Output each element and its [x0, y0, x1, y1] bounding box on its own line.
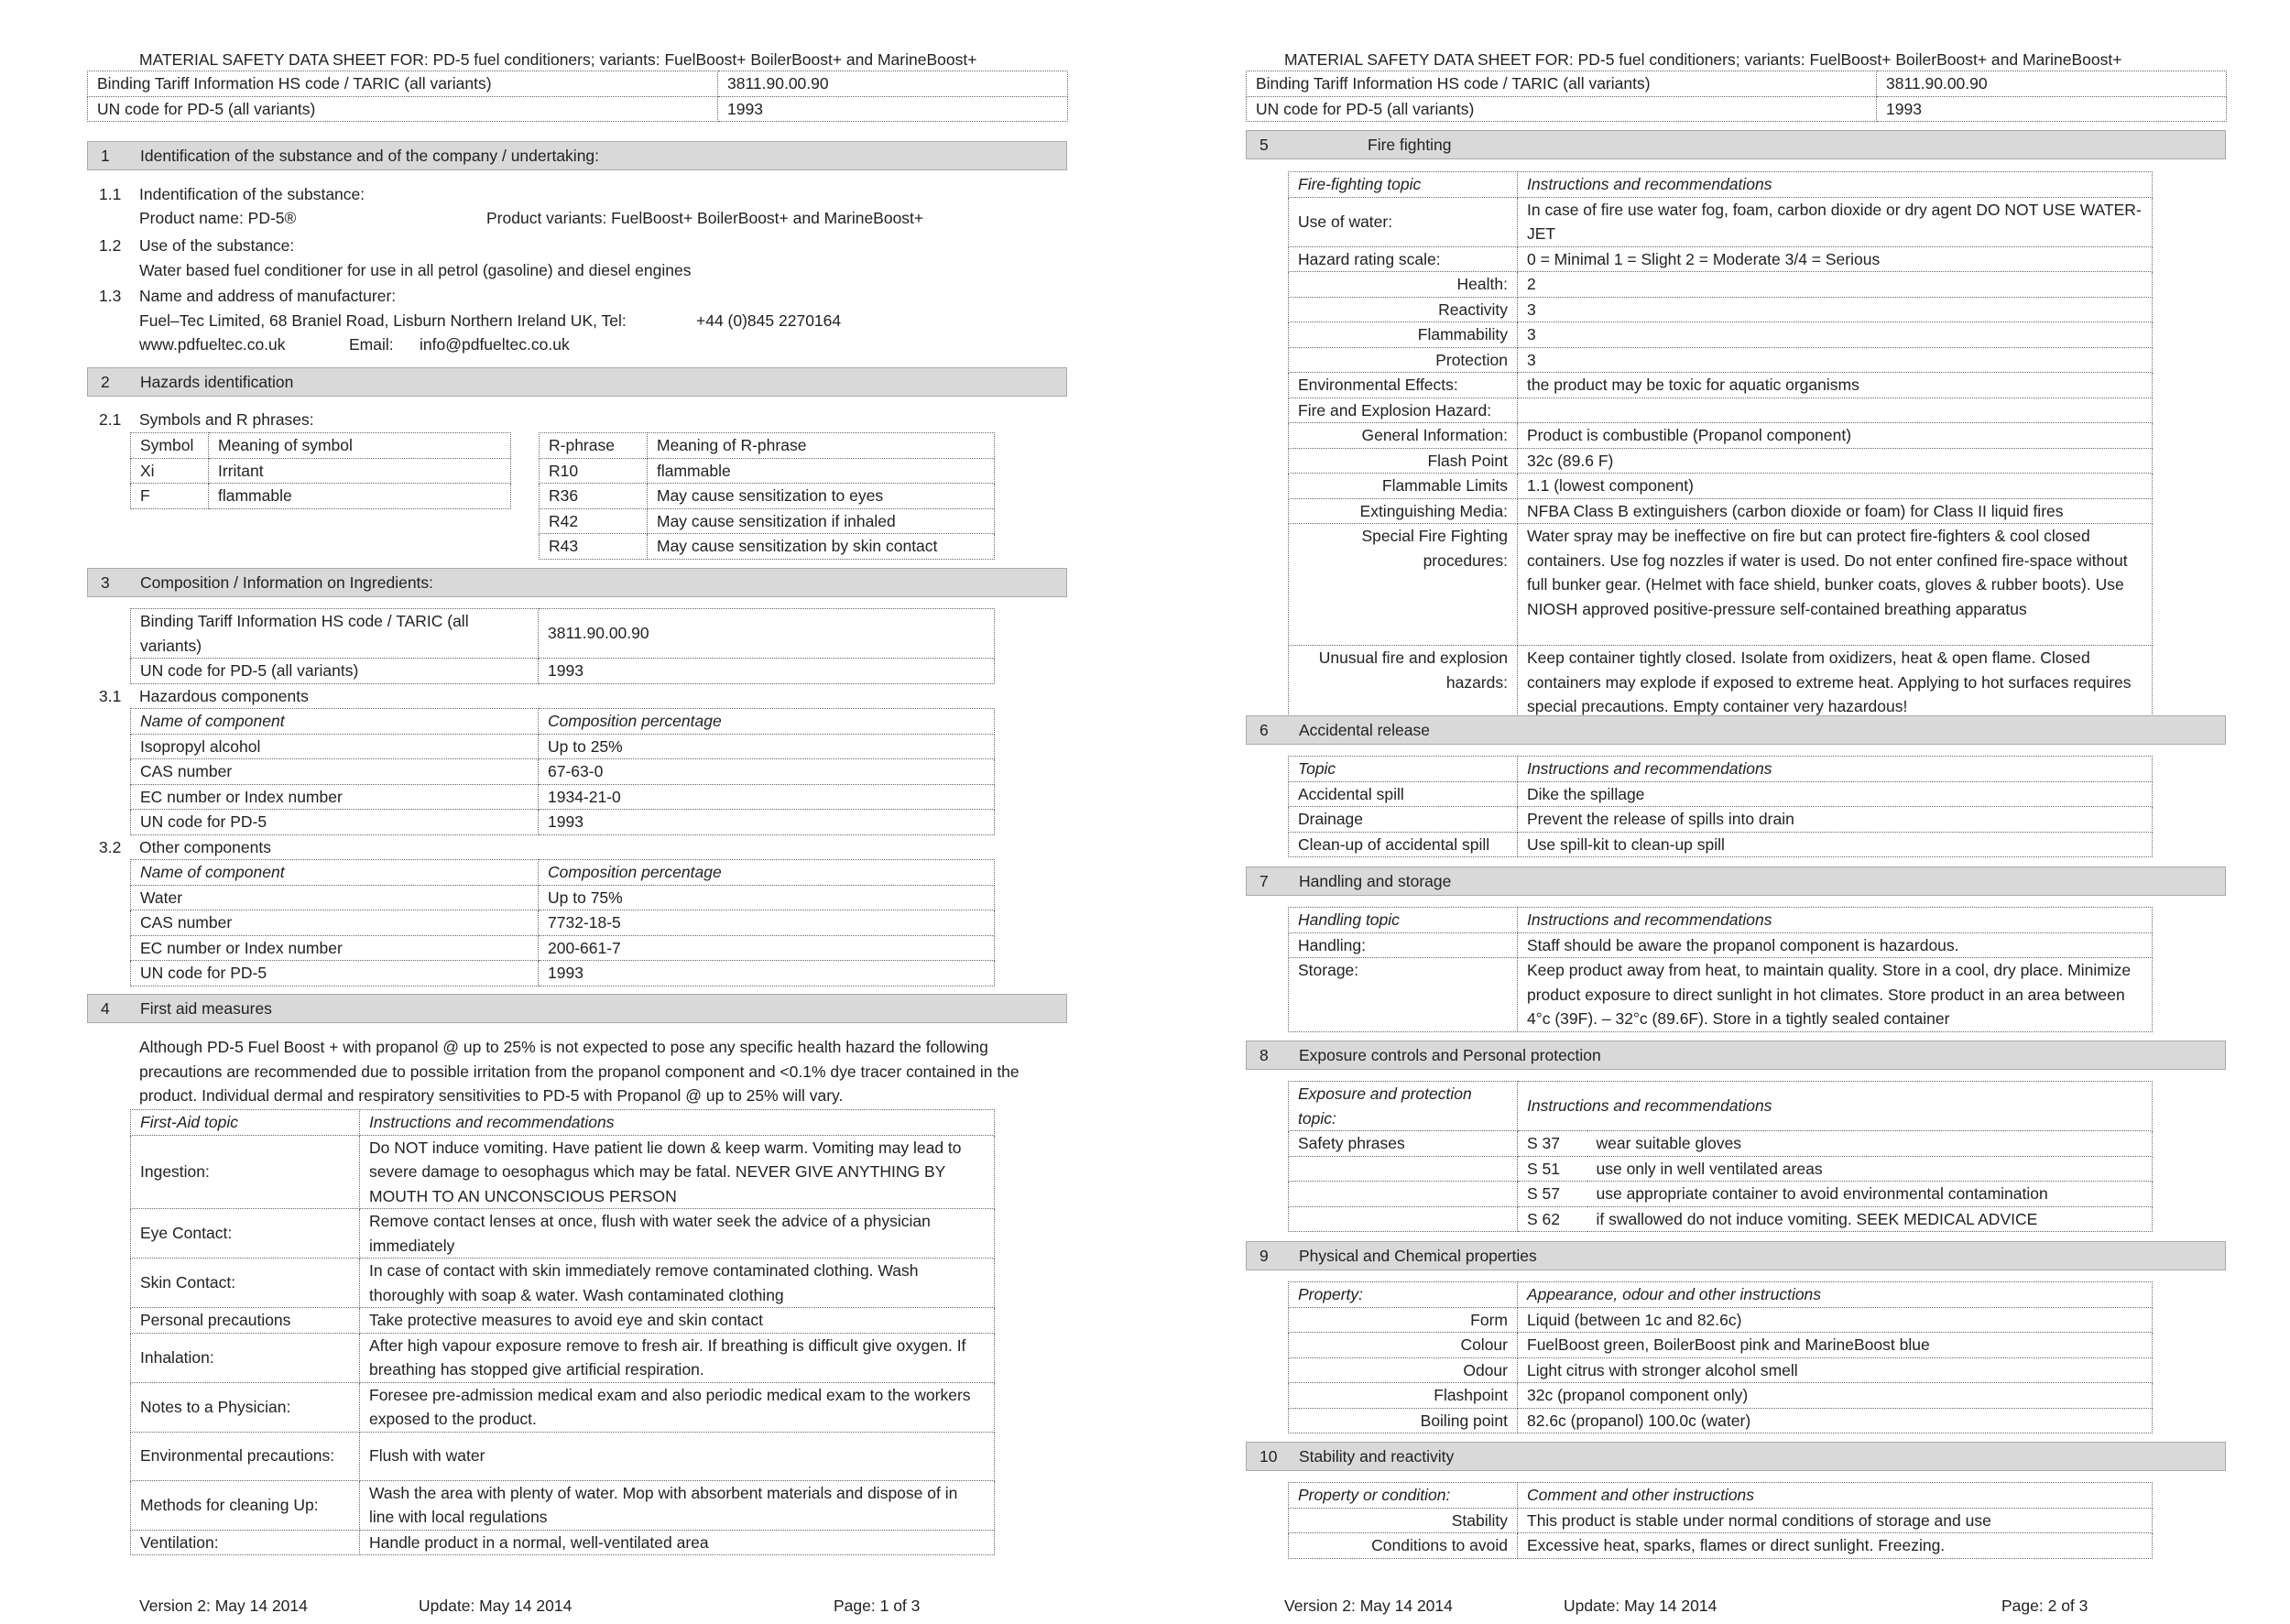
table-row: Handling: Staff should be aware the propanol component is hazardous.	[1289, 932, 2153, 958]
table-row: Flammability 3	[1289, 322, 2153, 348]
table-row: Binding Tariff Information HS code / TARIC (all variants) 3811.90.00.90	[1247, 71, 2227, 97]
manufacturer-phone: +44 (0)845 2270164	[696, 311, 842, 330]
table-row: Drainage Prevent the release of spills into drain	[1289, 807, 2153, 833]
table-row: S 51 use only in well ventilated areas	[1289, 1156, 2153, 1182]
table-row: UN code for PD-5 (all variants) 1993	[1247, 96, 2227, 122]
section-1-header: 1 Identification of the substance and of the company / undertaking:	[87, 141, 1067, 170]
table-row: R43 May cause sensitization by skin contact	[540, 534, 995, 560]
first-aid-intro: Although PD-5 Fuel Boost + with propanol @ up to 25% is not expected to pose any specific health hazard the following precautions are recommended due to possible irritation from the propanol component and <0.1% dye tracer contained in the product. Individual dermal and respiratory sensitivities to PD-5 with Propanol @ up to 25% will vary.	[139, 1038, 1020, 1105]
section-9-header: 9 Physical and Chemical properties	[1246, 1241, 2226, 1270]
table-row: R-phrase Meaning of R-phrase	[540, 433, 995, 459]
manufacturer-website[interactable]: www.pdfueltec.co.uk	[139, 335, 286, 354]
section-2-header: 2 Hazards identification	[87, 367, 1067, 397]
table-row: EC number or Index number 1934-21-0	[131, 784, 995, 810]
table-row: Reactivity 3	[1289, 297, 2153, 322]
table-row: First-Aid topic Instructions and recommendations	[131, 1110, 995, 1136]
table-row: Flash Point 32c (89.6 F)	[1289, 448, 2153, 474]
table-row: S 57 use appropriate container to avoid environmental contamination	[1289, 1182, 2153, 1207]
fire-fighting-table	[1288, 171, 2153, 720]
table-row: Accidental spill Dike the spillage	[1289, 781, 2153, 807]
table-row: Eye Contact: Remove contact lenses at once, flush with water seek the advice of a physician immediately	[131, 1209, 995, 1259]
manufacturer-address: Fuel–Tec Limited, 68 Braniel Road, Lisburn Northern Ireland UK, Tel:	[139, 311, 627, 330]
table-row: Xi Irritant	[131, 458, 511, 484]
document-title: MATERIAL SAFETY DATA SHEET FOR: PD-5 fuel conditioners; variants: FuelBoost+ BoilerBoost+ and MarineBoost+	[139, 50, 977, 69]
table-row: Fire-fighting topic Instructions and recommendations	[1289, 172, 2153, 198]
table-row: Ventilation: Handle product in a normal, well-ventilated area	[131, 1530, 995, 1555]
table-row: Extinguishing Media: NFBA Class B extinguishers (carbon dioxide or foam) for Class II liquid fires	[1289, 498, 2153, 524]
table-row: Methods for cleaning Up: Wash the area with plenty of water. Mop with absorbent materials and dispose of in line with local regulations	[131, 1480, 995, 1530]
table-row: Use of water: In case of fire use water fog, foam, carbon dioxide or dry agent DO NOT USE WATER-JET	[1289, 197, 2153, 246]
table-row: Skin Contact: In case of contact with skin immediately remove contaminated clothing. Wash thoroughly with soap & water. Wash contaminated clothing	[131, 1259, 995, 1308]
manufacturer-email[interactable]: info@pdfueltec.co.uk	[420, 335, 570, 354]
header-info-table	[87, 71, 1068, 122]
section-3-header: 3 Composition / Information on Ingredients:	[87, 568, 1067, 597]
table-row: Boiling point 82.6c (propanol) 100.0c (water)	[1289, 1408, 2153, 1433]
table-row: Notes to a Physician: Foresee pre-admission medical exam and also periodic medical exam to the workers exposed to the product.	[131, 1382, 995, 1432]
table-row: Exposure and protection topic: Instructions and recommendations	[1289, 1082, 2153, 1131]
table-row: R42 May cause sensitization if inhaled	[540, 508, 995, 534]
footer-update: Update: May 14 2014	[1564, 1597, 1718, 1615]
footer-update: Update: May 14 2014	[419, 1597, 572, 1615]
footer-page-number: Page: 2 of 3	[2001, 1597, 2088, 1615]
table-row: UN code for PD-5 1993	[131, 810, 995, 835]
table-row: Storage: Keep product away from heat, to maintain quality. Store in a cool, dry place. Minimize product exposure to direct sunlight in hot climates. Store product in an area between 4°c (39F). – 32°c (89.6F). Store in a tightly sealed container	[1289, 958, 2153, 1032]
table-row: Safety phrases S 37 wear suitable gloves	[1289, 1131, 2153, 1157]
handling-storage-table	[1288, 907, 2153, 1032]
symbols-table	[130, 432, 511, 509]
table-row: Special Fire Fighting procedures: Water spray may be ineffective on fire but can protect fire-fighters & cool closed containers. Use fog nozzles if water is used. Do not enter confined fire-space without full bunker gear. (Helmet with face shield, bunker coats, gloves & rubber boots). Use NIOSH approved positive-pressure self-contained breathing apparatus	[1289, 524, 2153, 646]
footer-version: Version 2: May 14 2014	[139, 1597, 308, 1615]
product-variants: Product variants: FuelBoost+ BoilerBoost+ and MarineBoost+	[486, 209, 924, 227]
hazardous-components-table	[130, 708, 995, 835]
document-title: MATERIAL SAFETY DATA SHEET FOR: PD-5 fuel conditioners; variants: FuelBoost+ BoilerBoost+ and MarineBoost+	[1284, 50, 2122, 69]
table-row: Inhalation: After high vapour exposure remove to fresh air. If breathing is difficult give oxygen. If breathing has stopped give artificial respiration.	[131, 1333, 995, 1382]
table-row: Flashpoint 32c (propanol component only)	[1289, 1383, 2153, 1409]
table-row: S 62 if swallowed do not induce vomiting. SEEK MEDICAL ADVICE	[1289, 1206, 2153, 1232]
header-info-table	[1246, 71, 2227, 122]
table-row: Hazard rating scale: 0 = Minimal 1 = Slight 2 = Moderate 3/4 = Serious	[1289, 246, 2153, 272]
composition-info-table	[130, 608, 995, 684]
page-1: MATERIAL SAFETY DATA SHEET FOR: PD-5 fuel conditioners; variants: FuelBoost+ BoilerBoost+ and MarineBoost+ Binding Tariff Information HS code / TARIC (all variants) 3811.90.00.90 UN code for PD-5 (all variants) 1993 1 Identification of the substance and of the company / undertaking: 1.1 Indentification of the substance: Product name: PD-5® Product variants: FuelBoost+ BoilerBoost+ and MarineBoost+ 1.2 Use of the substance: Water based fuel conditioner for use in all petrol (gasoline) and diesel engines 1.3 Name and address of manufacturer: Fuel–Tec Limited, 68 Braniel Road, Lisburn Northern Ireland UK, Tel: +44 (0)845 2270164 www.pdfueltec.co.uk Email: info@pdfueltec.co.uk 2 Hazards identification 2.1 Symbols and R phrases: Symbol Meaning of symbol Xi Irritant F flammable R-phrase Meaning of R-phrase R10 flammable R36 May cause sensitization to eyes R42 May cause sensitization if inhaled R43 May cause sensitization by skin contact 3 Composition / Information on Ingredients: Binding Tariff Information HS code / TARIC (all variants) 3811.90.00.90 UN code for PD-5 (all variants) 1993 3.1 Hazardous components Name of component Composition percentage Isopropyl alcohol Up to 25% CAS number 67-63-0 EC number or Index number 1934-21-0 UN code for PD-5 1993 3.2 Other components Name of component Composition percentage Water Up to 75% CAS number 7732-18-5 EC number or Index number 200-661-7 UN code for PD-5 1993 4 First aid measures Although PD-5 Fuel Boost + with propanol @ up to 25% is not expected to pose any specific health hazard the following precautions are recommended due to possible irritation from the propanol component and <0.1% dye tracer contained in the product. Individual dermal and respiratory sensitivities to PD-5 with Propanol @ up to 25% will vary. First-Aid topic Instructions and recommendations Ingestion: Do NOT induce vomiting. Have patient lie down & keep warm. Vomiting may lead to severe damage to oesophagus which may be fatal. NEVER GIVE ANYTHING BY MOUTH TO AN UNCONSCIOUS PERSON Eye Contact: Remove contact lenses at once, flush with water seek the advice of a physician immediately Skin Contact: In case of contact with skin immediately remove contaminated clothing. Wash thoroughly with soap & water. Wash contaminated clothing Personal precautions Take protective measures to avoid eye and skin contact Inhalation: After high vapour exposure remove to fresh air. If breathing is difficult give oxygen. If breathing has stopped give artificial respiration. Notes to a Physician: Foresee pre-admission medical exam and also periodic medical exam to the workers exposed to the product. Environmental precautions: Flush with water Methods for cleaning Up: Wash the area with plenty of water. Mop with absorbent materials and dispose of in line with local regulations Ventilation: Handle product in a normal, well-ventilated area Version 2: May 14 2014 Update: May 14 2014 Page: 1 of 3	[0, 0, 1145, 1624]
table-row: Flammable Limits 1.1 (lowest component)	[1289, 474, 2153, 499]
table-row: Unusual fire and explosion hazards: Keep container tightly closed. Isolate from oxidizers, heat & open flame. Closed containers may explode if exposed to extreme heat. Applying to hot surfaces requires special precautions. Empty container very hazardous!	[1289, 646, 2153, 720]
table-row: F flammable	[131, 484, 511, 509]
table-row: Binding Tariff Information HS code / TARIC (all variants) 3811.90.00.90	[131, 609, 995, 659]
table-row: General Information: Product is combustible (Propanol component)	[1289, 423, 2153, 449]
section-8-header: 8 Exposure controls and Personal protection	[1246, 1041, 2226, 1070]
table-row: Symbol Meaning of symbol	[131, 433, 511, 459]
table-row: Isopropyl alcohol Up to 25%	[131, 734, 995, 759]
table-row: R10 flammable	[540, 458, 995, 484]
table-row: Property or condition: Comment and other instructions	[1289, 1483, 2153, 1509]
physical-properties-table	[1288, 1281, 2153, 1433]
footer-version: Version 2: May 14 2014	[1284, 1597, 1453, 1615]
accidental-release-table	[1288, 756, 2153, 857]
table-row: Property: Appearance, odour and other instructions	[1289, 1282, 2153, 1308]
table-row: Protection 3	[1289, 347, 2153, 373]
table-row: Environmental Effects: the product may be toxic for aquatic organisms	[1289, 373, 2153, 398]
table-row: Fire and Explosion Hazard:	[1289, 398, 2153, 423]
table-row: CAS number 67-63-0	[131, 759, 995, 785]
footer-page-number: Page: 1 of 3	[834, 1597, 921, 1615]
table-row: Odour Light citrus with stronger alcohol smell	[1289, 1357, 2153, 1383]
table-row: Health: 2	[1289, 272, 2153, 298]
table-row: Topic Instructions and recommendations	[1289, 757, 2153, 782]
table-row: Form Liquid (between 1c and 82.6c)	[1289, 1307, 2153, 1333]
r-phrases-table	[539, 432, 995, 560]
exposure-controls-table	[1288, 1081, 2153, 1232]
table-row: Colour FuelBoost green, BoilerBoost pink and MarineBoost blue	[1289, 1333, 2153, 1358]
table-row: R36 May cause sensitization to eyes	[540, 484, 995, 509]
section-7-header: 7 Handling and storage	[1246, 866, 2226, 896]
table-row: Binding Tariff Information HS code / TARIC (all variants) 3811.90.00.90	[88, 71, 1068, 97]
product-name: Product name: PD-5®	[139, 209, 297, 227]
table-row: Personal precautions Take protective measures to avoid eye and skin contact	[131, 1308, 995, 1334]
table-row: Clean-up of accidental spill Use spill-kit to clean-up spill	[1289, 832, 2153, 857]
table-row: CAS number 7732-18-5	[131, 910, 995, 936]
table-row: UN code for PD-5 (all variants) 1993	[88, 96, 1068, 122]
table-row: Environmental precautions: Flush with water	[131, 1432, 995, 1480]
stability-reactivity-table	[1288, 1482, 2153, 1559]
first-aid-table	[130, 1109, 995, 1555]
table-row: EC number or Index number 200-661-7	[131, 935, 995, 961]
page-2	[1145, 0, 2290, 1624]
table-row: UN code for PD-5 (all variants) 1993	[131, 659, 995, 684]
table-row: Name of component Composition percentage	[131, 860, 995, 886]
other-components-table	[130, 859, 995, 986]
section-5-header: 5 Fire fighting	[1246, 130, 2226, 159]
table-row: Ingestion: Do NOT induce vomiting. Have patient lie down & keep warm. Vomiting may lead to severe damage to oesophagus which may be fatal. NEVER GIVE ANYTHING BY MOUTH TO AN UNCONSCIOUS PERSON	[131, 1135, 995, 1209]
table-row: Handling topic Instructions and recommendations	[1289, 908, 2153, 933]
table-row: Conditions to avoid Excessive heat, sparks, flames or direct sunlight. Freezing.	[1289, 1533, 2153, 1559]
table-row: Water Up to 75%	[131, 885, 995, 910]
table-row: Name of component Composition percentage	[131, 709, 995, 735]
table-row: Stability This product is stable under normal conditions of storage and use	[1289, 1508, 2153, 1533]
section-10-header: 10 Stability and reactivity	[1246, 1442, 2226, 1471]
section-6-header: 6 Accidental release	[1246, 715, 2226, 745]
product-use: Water based fuel conditioner for use in all petrol (gasoline) and diesel engines	[139, 261, 692, 279]
table-row: UN code for PD-5 1993	[131, 961, 995, 986]
section-4-header: 4 First aid measures	[87, 994, 1067, 1023]
